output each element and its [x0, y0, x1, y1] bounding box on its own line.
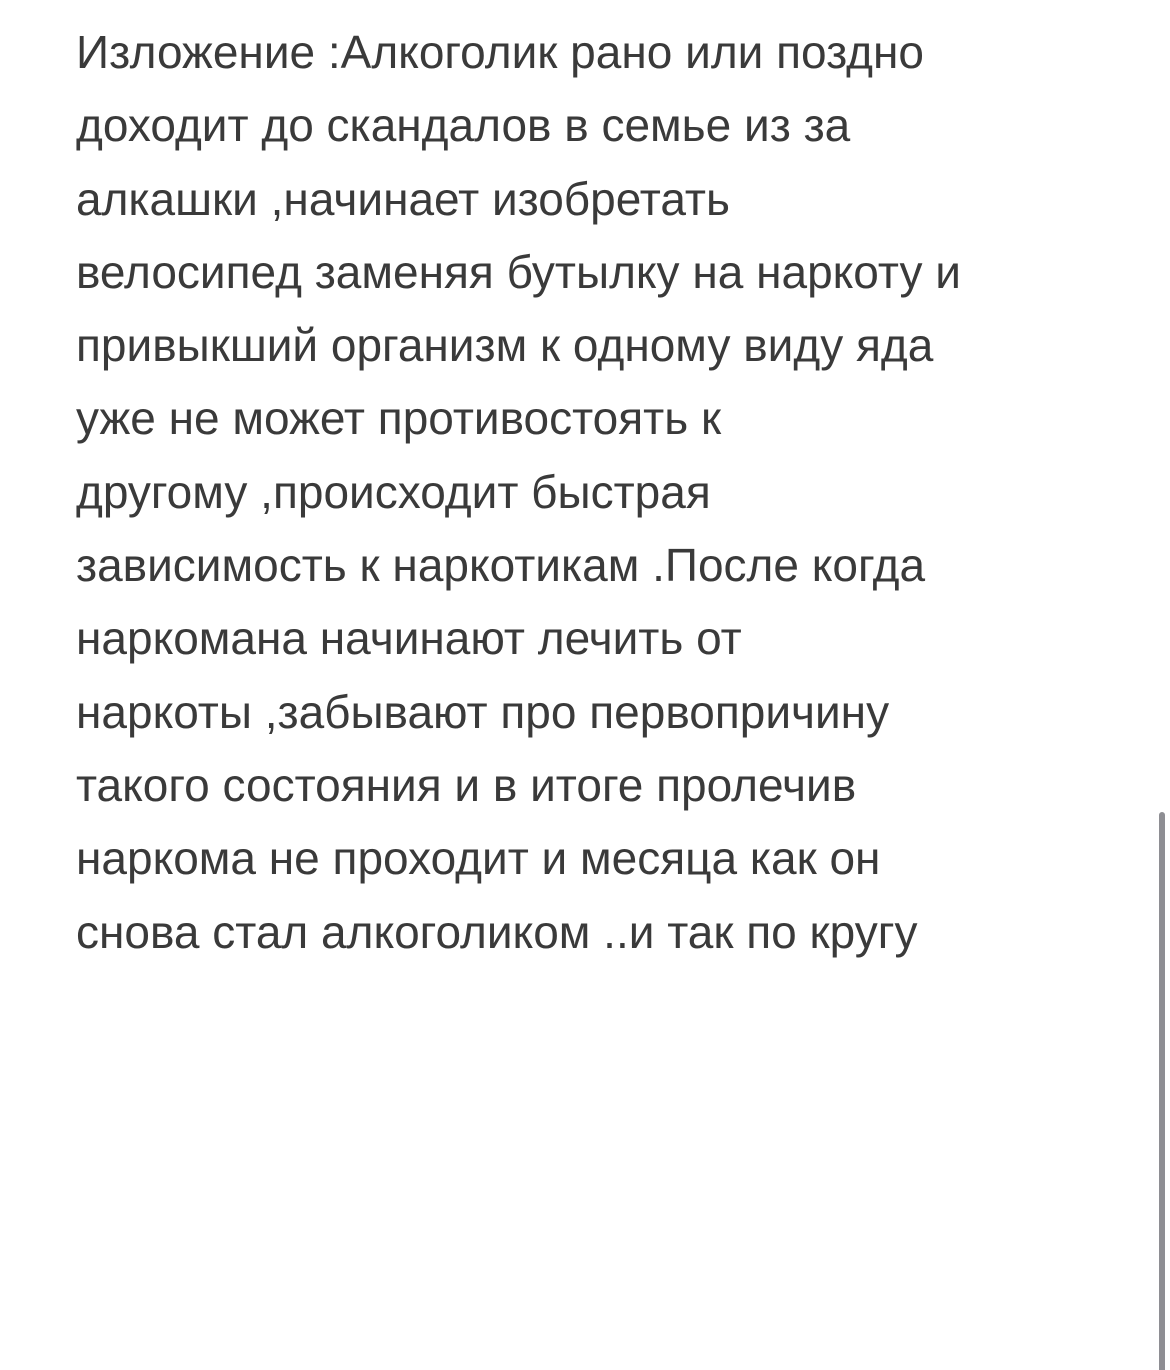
note-line-1: Изложение :Алкоголик рано или поздно — [76, 26, 925, 78]
note-line-3: алкашки ,начинает изобретать — [76, 172, 730, 225]
note-line-12: наркома не проходит и месяца как он — [76, 832, 881, 885]
note-body-text[interactable] — [76, 16, 1106, 969]
note-line-4: велосипед заменяя бутылку на наркоту и — [76, 245, 961, 298]
note-line-2: доходит до скандалов в семье из за — [76, 99, 851, 152]
vertical-scrollbar[interactable] — [1159, 812, 1165, 1370]
note-line-8: зависимость к наркотикам .После когда — [76, 539, 926, 592]
note-line-5: привыкший организм к одному виду яда — [76, 319, 934, 372]
clipped-previous-line — [76, 0, 1096, 7]
note-line-6: уже не может противостоять к — [76, 392, 722, 445]
note-line-11: такого состояния и в итоге пролечив — [76, 758, 857, 811]
note-line-7: другому ,происходит быстрая — [76, 465, 711, 518]
note-line-13: снова стал алкоголиком ..и так по кругу — [76, 905, 918, 958]
note-line-10: наркоты ,забывают про первопричину — [76, 685, 890, 738]
note-line-9: наркомана начинают лечить от — [76, 612, 742, 665]
